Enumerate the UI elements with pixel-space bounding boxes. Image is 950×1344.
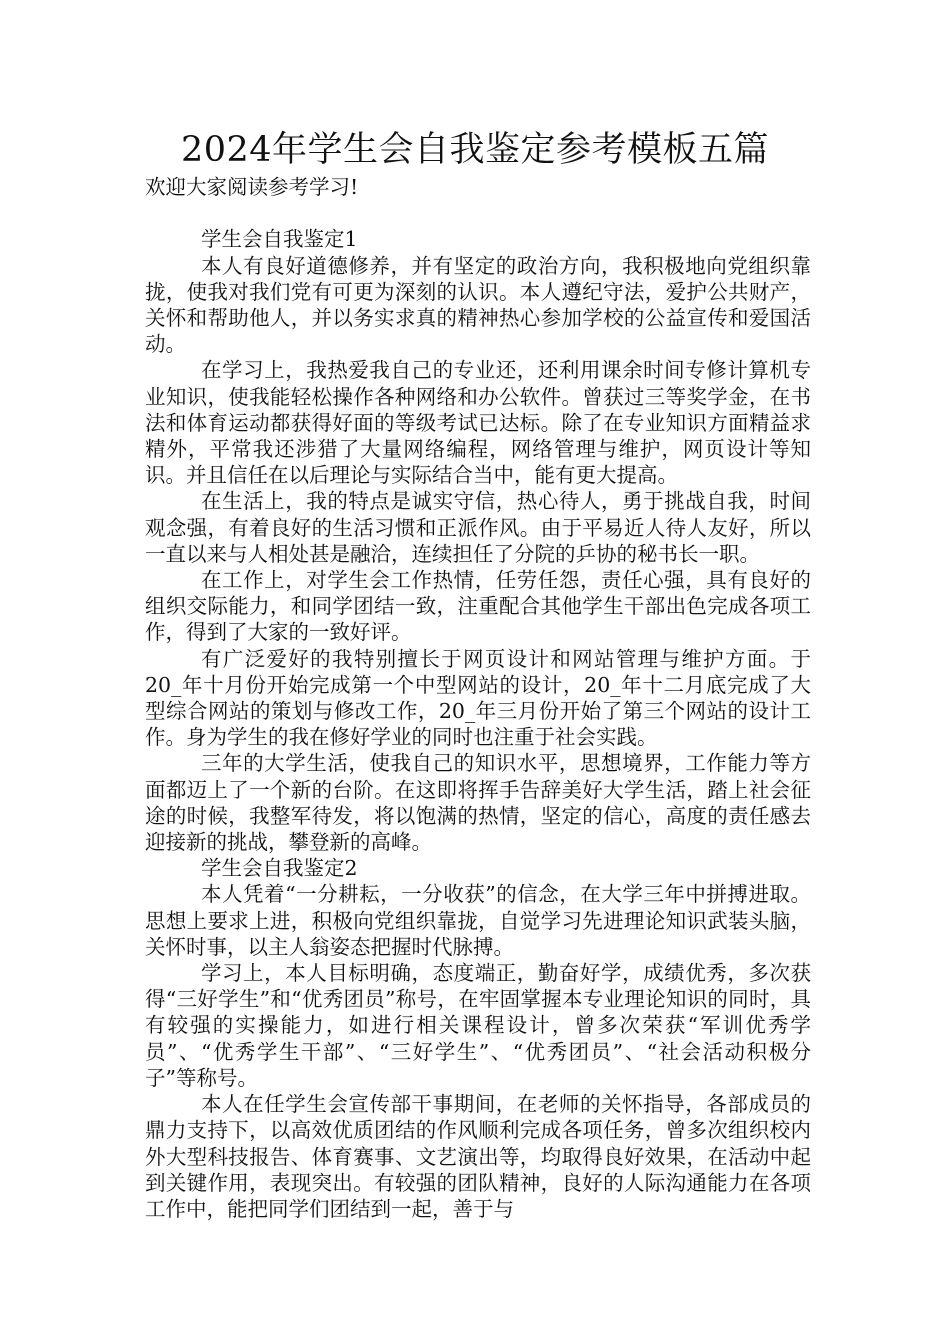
section-heading: 学生会自我鉴定1	[201, 227, 358, 252]
paragraph: 本人在任学生会宣传部干事期间，在老师的关怀指导，各部成员的鼎力支持下，以高效优质团结的作风顺利完成各项任务，曾多次组织校内外大型科技报告、体育赛事、文艺演出等，均取得良好效果，在活动中起到关键作用，表现突出。有较强的团队精神，良好的人际沟通能力在各项工作中，能把同学们团结到一起，善于与	[145, 1092, 811, 1221]
intro-text: 欢迎大家阅读参考学习!	[145, 175, 359, 199]
document-title: 2024年学生会自我鉴定参考模板五篇	[180, 130, 770, 170]
paragraph: 本人凭着“一分耕耘，一分收获”的信念，在大学三年中拼搏进取。思想上要求上进，积极向党组织靠拢，自觉学习先进理论知识武装头脑，关怀时事，以主人翁姿态把握时代脉搏。	[145, 882, 811, 959]
section-heading: 学生会自我鉴定2	[201, 856, 358, 881]
paragraph: 在生活上，我的特点是诚实守信，热心待人，勇于挑战自我，时间观念强，有着良好的生活习惯和正派作风。由于平易近人待人友好，所以一直以来与人相处甚是融洽，连续担任了分院的乒协的秘书长一职。	[145, 489, 811, 566]
section-2	[145, 855, 811, 1222]
paragraph: 有广泛爱好的我特别擅长于网页设计和网站管理与维护方面。于20_年十月份开始完成第一个中型网站的设计，20_年十二月底完成了大型综合网站的策划与修改工作，20_年三月份开始了第三个网站的设计工作。身为学生的我在修好学业的同时也注重于社会实践。	[145, 646, 811, 750]
paragraph: 在工作上，对学生会工作热情，任劳任怨，责任心强，具有良好的组织交际能力，和同学团结一致，注重配合其他学生干部出色完成各项工作，得到了大家的一致好评。	[145, 568, 811, 645]
document-body	[145, 174, 811, 1222]
paragraph: 学习上，本人目标明确，态度端正，勤奋好学，成绩优秀，多次获得“三好学生”和“优秀团员”称号，在牢固掌握本专业理论知识的同时，具有较强的实操能力，如进行相关课程设计，曾多次荣获“军训优秀学员”、“优秀学生干部”、“三好学生”、“优秀团员”、“社会活动积极分子”等称号。	[145, 961, 811, 1090]
paragraph: 在学习上，我热爱我自己的专业还，还利用课余时间专修计算机专业知识，使我能轻松操作各种网络和办公软件。曾获过三等奖学金，在书法和体育运动都获得好面的等级考试已达标。除了在专业知识方面精益求精外，平常我还涉猎了大量网络编程，网络管理与维护，网页设计等知识。并且信任在以后理论与实际结合当中，能有更大提高。	[145, 358, 811, 488]
section-1	[145, 226, 811, 855]
paragraph: 三年的大学生活，使我自己的知识水平，思想境界，工作能力等方面都迈上了一个新的台阶。在这即将挥手告辞美好大学生活，踏上社会征途的时候，我整军待发，将以饱满的热情，坚定的信心，高度的责任感去迎接新的挑战，攀登新的高峰。	[145, 751, 811, 855]
paragraph: 本人有良好道德修养，并有坚定的政治方向，我积极地向党组织靠拢，使我对我们党有可更为深刻的认识。本人遵纪守法，爱护公共财产，关怀和帮助他人，并以务实求真的精神热心参加学校的公益宣传和爱国活动。	[145, 253, 811, 357]
